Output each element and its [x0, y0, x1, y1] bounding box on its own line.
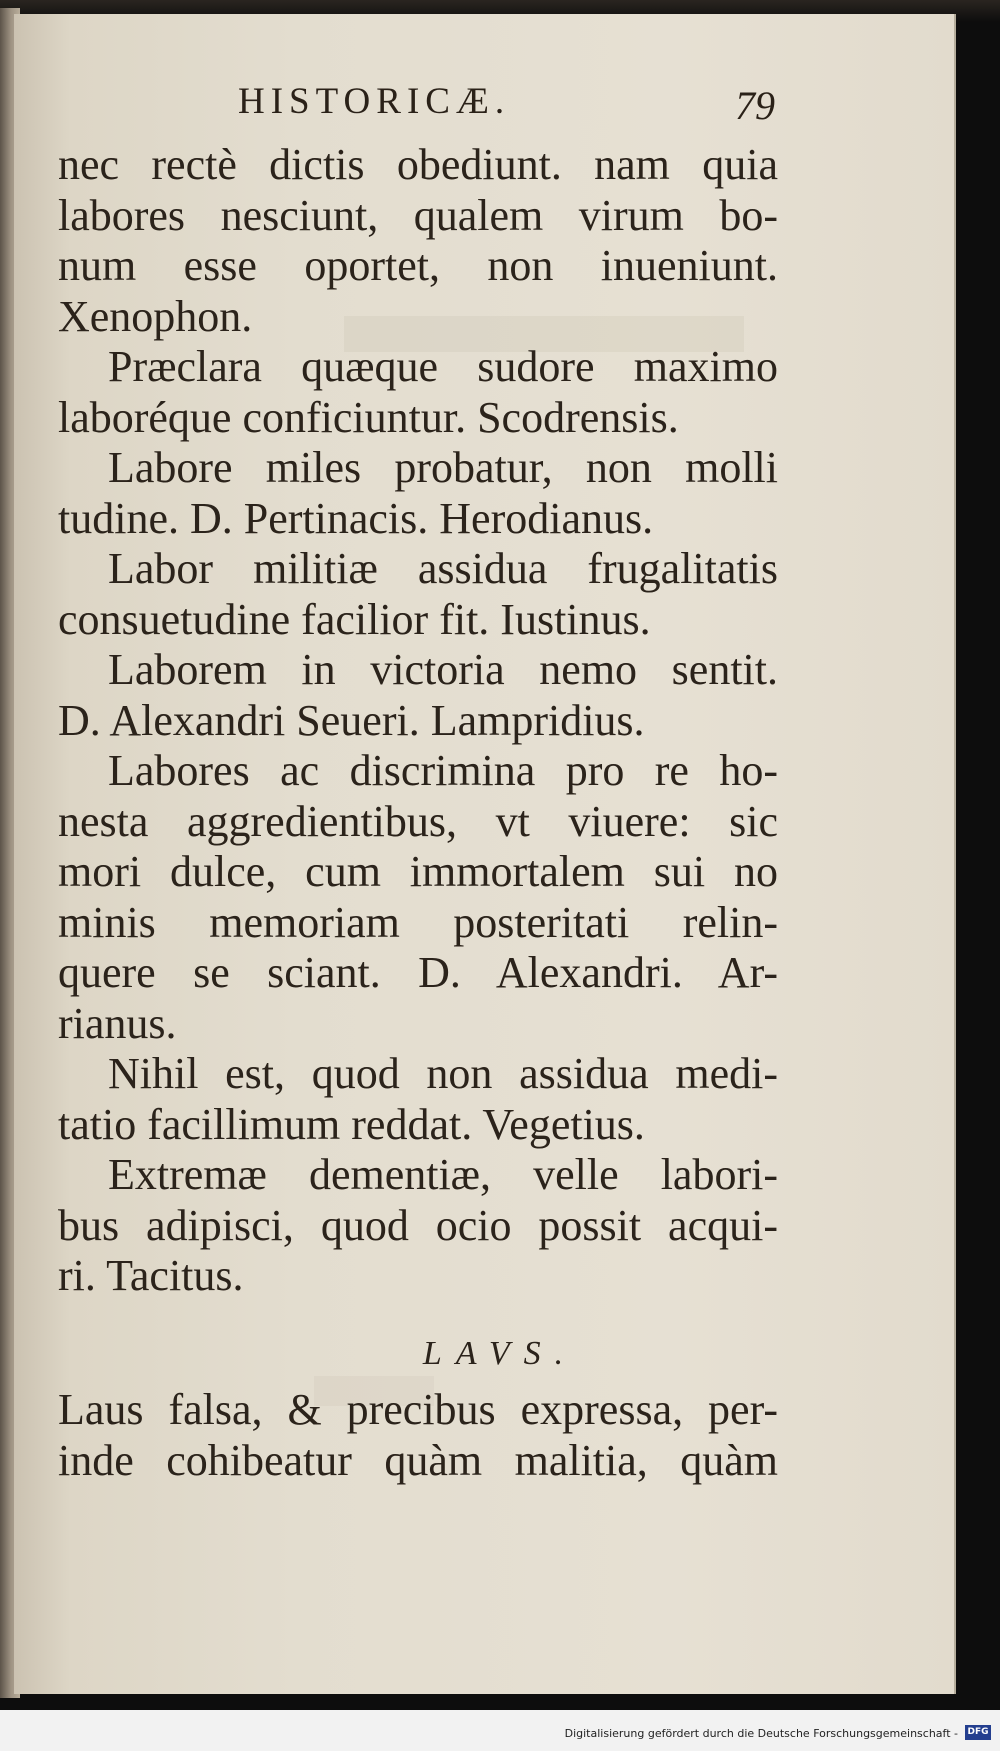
text-line: tatio facillimum reddat. Vegetius.: [58, 1099, 645, 1149]
text-line: nec rectè dictis obediunt. nam quia: [58, 140, 778, 189]
text-line: bus adipisci, quod ocio possit acqui-: [58, 1200, 778, 1250]
text-line: num esse oportet, non inueniunt.: [58, 241, 778, 290]
text-line: Præclara quæque sudore maximo: [108, 342, 778, 391]
text-line: Labor militiæ assidua frugalitatis: [108, 544, 778, 593]
text-line: consuetudine facilior fit. Iustinus.: [58, 594, 651, 644]
paragraph-scodrensis: [58, 342, 778, 443]
text-line: Xenophon.: [58, 291, 253, 341]
text-line: Laus falsa, & precibus expressa, per-: [58, 1385, 778, 1434]
text-line: D. Alexandri Seueri. Lampridius.: [58, 695, 645, 745]
dfg-logo: DFG: [965, 1725, 991, 1740]
paragraph-tacitus: [58, 1150, 778, 1302]
section-text: [58, 1385, 778, 1486]
paragraph-xenophon: [58, 140, 778, 342]
paragraph-vegetius: [58, 1049, 778, 1150]
text-line: laboréque conficiuntur. Scodrensis.: [58, 392, 679, 442]
text-line: tudine. D. Pertinacis. Herodianus.: [58, 493, 654, 543]
text-line: Extremæ dementiæ, velle labori-: [108, 1150, 778, 1199]
text-line: ri. Tacitus.: [58, 1251, 244, 1300]
running-title: HISTORICÆ.: [238, 81, 511, 122]
text-line: inde cohibeatur quàm malitia, quàm: [58, 1435, 778, 1485]
text-line: Nihil est, quod non assidua medi-: [108, 1049, 778, 1098]
paragraph-arrianus: [58, 746, 778, 1049]
section-heading: LAVS.: [422, 1335, 578, 1372]
paragraph-herodianus: [58, 443, 778, 544]
text-line: Labore miles probatur, non molli: [108, 443, 778, 492]
text-line: nesta aggredientibus, vt viuere: sic: [58, 796, 778, 846]
text-line: Labores ac discrimina pro re ho-: [108, 746, 778, 795]
text-line: minis memoriam posteritati relin-: [58, 897, 778, 947]
text-line: mori dulce, cum immortalem sui no: [58, 847, 778, 896]
text-line: Laborem in victoria nemo sentit.: [108, 645, 778, 694]
paragraph-lampridius: [58, 645, 778, 746]
text-line: rianus.: [58, 998, 177, 1048]
running-header: [230, 80, 775, 128]
text-line: quere se sciant. D. Alexandri. Ar-: [58, 948, 778, 997]
funding-note: Digitalisierung gefördert durch die Deutsche Forschungsgemeinschaft -: [564, 1727, 958, 1740]
page-number: 79: [735, 83, 775, 128]
text-line: labores nesciunt, qualem virum bo-: [58, 190, 778, 240]
paragraph-iustinus: [58, 544, 778, 645]
main-text: [58, 140, 778, 1302]
